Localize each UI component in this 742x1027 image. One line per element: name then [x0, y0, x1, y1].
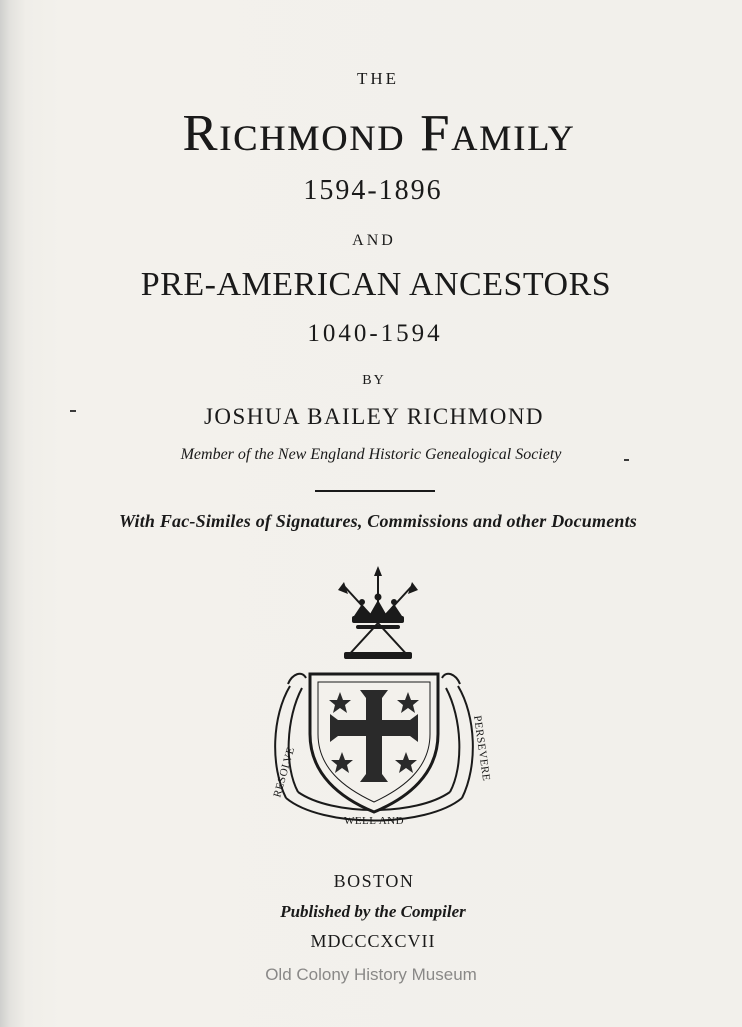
- article-the: THE: [356, 69, 400, 88]
- publication-year: MDCCCXCVII: [310, 931, 436, 951]
- by-label: BY: [362, 373, 386, 388]
- conjunction-and: AND: [352, 232, 396, 249]
- ancestor-dates: 1040-1594: [307, 320, 443, 347]
- ink-speck: [624, 459, 629, 461]
- family-dates: 1594-1896: [303, 175, 443, 206]
- publication-city: BOSTON: [333, 871, 415, 891]
- motto-left: RESOLVE: [271, 745, 298, 799]
- divider-rule: [315, 490, 435, 492]
- motto-bottom: WELL AND: [343, 815, 405, 827]
- book-subtitle: PRE-AMERICAN ANCESTORS: [140, 266, 612, 303]
- facsimiles-note: With Fac-Similes of Signatures, Commissions and other Documents: [118, 511, 638, 531]
- author-name: JOSHUA BAILEY RICHMOND: [203, 404, 545, 429]
- motto-right: PERSEVERE: [471, 714, 493, 783]
- author-affiliation: Member of the New England Historic Genealogical Society: [180, 446, 562, 463]
- coat-of-arms-icon: [262, 566, 493, 838]
- publisher-line: Published by the Compiler: [280, 902, 466, 921]
- museum-watermark: Old Colony History Museum: [265, 965, 477, 984]
- book-title: Richmond Family: [182, 105, 576, 162]
- ink-speck: [70, 410, 76, 412]
